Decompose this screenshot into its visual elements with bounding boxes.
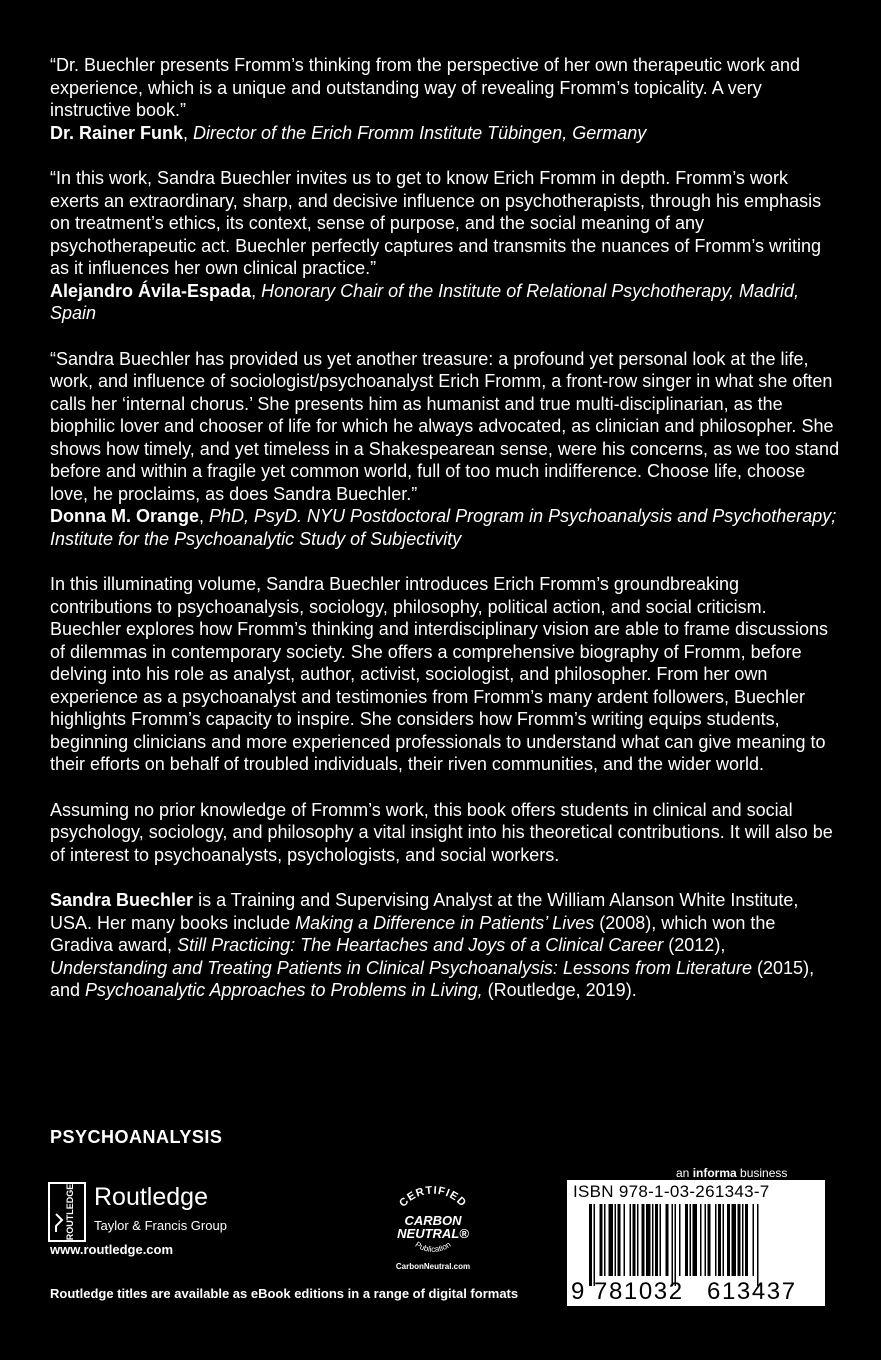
author-bio (50, 889, 840, 1002)
blurb-source: Alejandro Ávila-Espada, Honorary Chair of the Institute of Relational Psychotherapy, Madrid, Spain (50, 280, 800, 323)
bio-author-name: Sandra Buechler (50, 890, 194, 910)
blurb-source: Donna M. Orange, PhD, PsyD. NYU Postdoctoral Program in Psychoanalysis and Psychotherapy; Institute for the Psychoanalytic Study of Subjectivity (50, 506, 837, 549)
carbon-text: CARBON (404, 1213, 462, 1228)
barcode-bar (718, 1204, 721, 1276)
ebook-note: Routledge titles are available as eBook editions in a range of digital formats (50, 1286, 519, 1301)
bio-book-title: Making a Difference in Patients’ Lives (295, 912, 595, 933)
barcode-bar (615, 1204, 617, 1276)
isbn-label: ISBN 978-1-03-261343-7 (573, 1182, 770, 1201)
publisher-url: www.routledge.com (50, 1242, 174, 1257)
barcode-bar (604, 1204, 606, 1276)
routledge-mark-text: ROUTLEDGE (65, 1183, 75, 1241)
barcode-digits-left: 781032 (594, 1278, 684, 1305)
bio-text: (2008), which won the Gradiva award, (50, 912, 776, 955)
barcode-bar (690, 1204, 692, 1276)
barcode-bar (753, 1204, 755, 1276)
description-paragraph-2: Assuming no prior knowledge of Fromm’s work, this book offers students in clinical and social psychology, sociology, and philosophy a vital insight into his theoretical contributions. It will also be of interest to psychoanalysts, psychologists, and social workers. (50, 799, 833, 865)
barcode-bar (672, 1204, 674, 1286)
barcode-bar (708, 1204, 711, 1276)
barcode-bar (675, 1204, 677, 1286)
barcode-bar (727, 1204, 730, 1276)
barcode-bar (745, 1204, 748, 1276)
barcode-bar (715, 1204, 717, 1276)
barcode-bar (624, 1204, 626, 1276)
barcode-bar (589, 1204, 592, 1286)
routledge-mark-icon (48, 1182, 86, 1242)
neutral-text: NEUTRAL® (397, 1226, 469, 1241)
barcode-bar (652, 1204, 654, 1276)
barcode-digits (567, 1278, 825, 1306)
blurb-author: Donna M. Orange (50, 506, 200, 526)
description-paragraph-1: In this illuminating volume, Sandra Buechler introduces Erich Fromm’s groundbreaking contributions to psychoanalysis, sociology, philosophy, political action, and social criticism. Buechler explores how Fromm’s thinking and interdisciplinary vision are able to frame discussions of dilemmas in contemporary society. She offers a comprehensive biography of Fromm, before delving into his role as analyst, author, activist, sociologist, and philosopher. From her own experience as a psychoanalyst and testimonies from Fromm’s many ardent followers, Buechler highlights Fromm’s capacity to inspire. She considers how Fromm’s writing equips students, beginning clinicians and more experienced professionals to understand what can give meaning to their efforts on behalf of troubled individuals, their riven communities, and the wider world. (50, 574, 829, 774)
blurb-quote: “In this work, Sandra Buechler invites us to get to know Erich Fromm in depth. Fromm’s work exerts an extraordinary, sharp, and decisive influence on psychotherapists, through his emphasis on treatment’s ethics, its context, sense of purpose, and the social meaning of any psychotherapeutic act. Buechler perfectly captures and transmits the nuances of Fromm’s writing as it influences her own clinical practice.” (50, 168, 822, 278)
barcode-bar (646, 1204, 651, 1276)
carbon-certified-text: CERTIFIED (397, 1184, 469, 1210)
barcode-bar (693, 1204, 698, 1276)
informa-suffix: business (736, 1166, 788, 1180)
bio-text: is a Training and Supervising Analyst at the William Alanson White Institute, USA. Her many books include (50, 890, 799, 933)
informa-prefix: an (676, 1166, 693, 1180)
back-cover-text (50, 54, 840, 1002)
isbn-barcode (567, 1180, 825, 1306)
svg-text:CERTIFIED (397, 1185, 469, 1210)
barcode-bar (757, 1204, 759, 1286)
barcode-bar (633, 1204, 636, 1276)
barcode-bar (600, 1204, 603, 1276)
barcode-digits-right: 613437 (707, 1278, 797, 1305)
bio-text: (2015), and (50, 957, 815, 1000)
blurb-avila-espada (50, 167, 840, 325)
carbon-neutral-badge (378, 1183, 488, 1273)
blurb-orange (50, 348, 840, 551)
blurb-affiliation: Honorary Chair of the Institute of Relational Psychotherapy, Madrid, Spain (50, 280, 800, 323)
barcode-bar (642, 1204, 645, 1276)
blurb-quote: “Dr. Buechler presents Fromm’s thinking from the perspective of her own therapeutic work and experience, which is a unique and outstanding way of revealing Fromm’s topicality. A very instructive book.” (50, 55, 801, 120)
barcode-bar (666, 1204, 669, 1276)
carbon-url: CarbonNeutral.com (395, 1262, 471, 1271)
barcode-bar (609, 1204, 614, 1276)
blurb-quote: “Sandra Buechler has provided us yet another treasure: a profound yet personal look at the life, work, and influence of sociologist/psychoanalyst Erich Fromm, a front-row singer in what she often calls her ‘internal chorus.’ She presents him as humanist and true multi-disciplinarian, as the biophilic lover and chooser of life for which he always advocated, as clinician and philosopher. She shows how timely, and yet timeless in a Shakespearean sense, were his concerns, as we too stand before and within a fragile yet common world, full of too much indifference. Choose life, choose love, he proclaims, as does Sandra Buechler.” (50, 348, 840, 504)
blurb-author: Alejandro Ávila-Espada (50, 280, 252, 301)
subject-category: PSYCHOANALYSIS (50, 1127, 223, 1147)
bio-book-title: Still Practicing: The Heartaches and Joys of a Clinical Career (177, 935, 664, 955)
publisher-logo (48, 1180, 288, 1260)
publisher-name: Routledge (94, 1183, 208, 1211)
barcode-bar (655, 1204, 658, 1276)
barcode-bar (630, 1204, 632, 1276)
blurb-funk (50, 54, 840, 144)
barcode-bar (732, 1204, 737, 1276)
barcode-bar (723, 1204, 725, 1276)
barcode-bar (660, 1204, 662, 1276)
barcode-bar (738, 1204, 741, 1276)
barcode-bar (700, 1204, 702, 1276)
informa-brand: informa (692, 1166, 737, 1180)
blurb-source: Dr. Rainer Funk, Director of the Erich Fromm Institute Tübingen, Germany (50, 122, 647, 143)
barcode-bar (594, 1204, 596, 1286)
bio-text: (Routledge, 2019). (482, 980, 637, 1000)
bio-book-title: Understanding and Treating Patients in Clinical Psychoanalysis: Lessons from Literature (50, 957, 753, 978)
bio-book-title: Psychoanalytic Approaches to Problems in Living, (85, 980, 483, 1000)
barcode-bar (679, 1204, 681, 1276)
barcode-bar (742, 1204, 744, 1276)
bio-text: (2012), (663, 935, 726, 955)
barcode-bar (685, 1204, 688, 1276)
carbon-publication-text: Publication (413, 1239, 453, 1254)
barcode-bar (637, 1204, 639, 1276)
publisher-group: Taylor & Francis Group (94, 1218, 227, 1233)
barcode-digit-first: 9 (571, 1278, 586, 1305)
barcode-icon (567, 1204, 825, 1286)
barcode-bar (618, 1204, 621, 1276)
barcode-bar (705, 1204, 707, 1276)
informa-note (676, 1166, 787, 1180)
blurb-author: Dr. Rainer Funk (50, 122, 184, 143)
svg-text:Publication (414, 1240, 453, 1254)
blurb-affiliation: Director of the Erich Fromm Institute Tübingen, Germany (193, 122, 647, 143)
blurb-affiliation: PhD, PsyD. NYU Postdoctoral Program in Psychoanalysis and Psychotherapy; Institute for the Psychoanalytic Study of Subjectivity (50, 506, 837, 549)
